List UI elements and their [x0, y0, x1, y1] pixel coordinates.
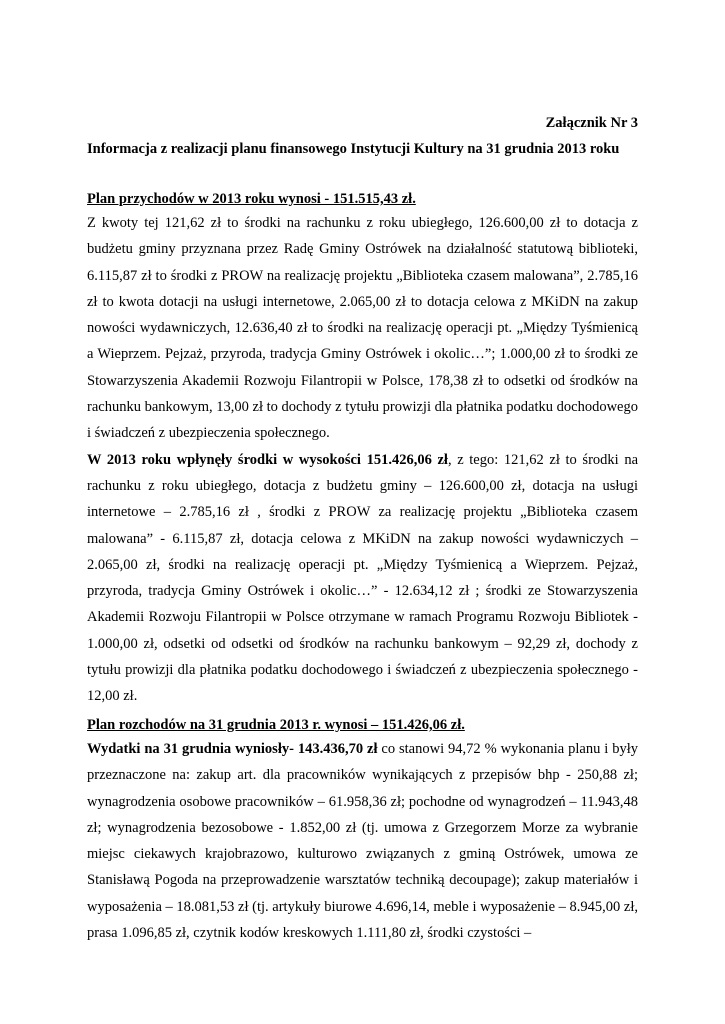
income-received-paragraph — [87, 447, 638, 710]
income-heading: Plan przychodów w 2013 roku wynosi - 151.515,43 zł. — [87, 191, 416, 207]
income-plan-paragraph: Z kwoty tej 121,62 zł to środki na rachunku z roku ubiegłego, 126.600,00 zł to dotacja z budżetu gminy przyznana przez Radę Gminy Ostrówek na działalność statutową biblioteki, 6.115,87 zł to środki z PROW na realizację projektu „Biblioteka czasem malowana”, 2.785,16 zł to kwota dotacji na usługi internetowe, 2.065,00 zł to dotacja celowa z MKiDN na zakup nowości wydawniczych, 12.636,40 zł to środki na realizację operacji pt. „Między Tyśmienicą a Wieprzem. Pejzaż, przyroda, tradycja Gminy Ostrówek i okolic…”; 1.000,00 zł to środki ze Stowarzyszenia Akademii Rozwoju Filantropii w Polsce, 178,38 zł to odsetki od środków na rachunku bankowym, 13,00 zł to dochody z tytułu prowizji dla płatnika podatku dochodowego i świadczeń z ubezpieczenia społecznego. — [87, 215, 638, 442]
expenses-section — [87, 714, 638, 946]
income-section — [87, 188, 638, 710]
expenses-spent-lead: Wydatki na 31 grudnia wyniosły- 143.436,70 zł — [87, 741, 378, 757]
expenses-spent-paragraph — [87, 736, 638, 946]
annex-label: Załącznik Nr 3 — [545, 115, 638, 131]
income-received-text: , z tego: 121,62 zł to środki na rachunku z roku ubiegłego, dotacja z budżetu gminy – 126.600,00 zł, dotacja na usługi internetowe – 2.785,16 zł , środki z PROW za realizację projektu „Biblioteka czasem malowana” - 6.115,87 zł, dotacja celowa z MKiDN na zakup nowości wydawniczych – 2.065,00 zł, środki na realizację operacji pt. „Między Tyśmienicą a Wieprzem. Pejzaż, przyroda, tradycja Gminy Ostrówek i okolic…” - 12.634,12 zł ; środki ze Stowarzyszenia Akademii Rozwoju Filantropii w Polsce otrzymane w ramach Programu Rozwoju Bibliotek - 1.000,00 zł, odsetki od odsetki od środków na rachunku bankowym – 92,29 zł, dochody z tytułu prowizji dla płatnika podatku dochodowego i świadczeń z ubezpieczenia społecznego - 12,00 zł. — [87, 451, 639, 705]
expenses-spent-text: co stanowi 94,72 % wykonania planu i były przeznaczone na: zakup art. dla pracowników wynikających z przepisów bhp - 250,88 zł; wynagrodzenia osobowe pracowników – 61.958,36 zł; pochodne od wynagrodzeń – 11.943,48 zł; wynagrodzenia bezosobowe - 1.852,00 zł (tj. umowa z Grzegorzem Morze za wybranie miejsc ciekawych krajobrazowo, kulturowo związanych z gminą Ostrówek, umowa ze Stanisławą Pogoda na przeprowadzenie warsztatów techniką decoupage); zakup materiałów i wyposażenia – 18.081,53 zł (tj. artykuły biurowe 4.696,14, meble i wyposażenie – 8.945,00 zł, prasa 1.096,85 zł, czytnik kodów kreskowych 1.111,80 zł, środki czystości – — [87, 741, 638, 942]
expenses-heading: Plan rozchodów na 31 grudnia 2013 r. wynosi – 151.426,06 zł. — [87, 717, 465, 733]
document-title: Informacja z realizacji planu finansowego Instytucji Kultury na 31 grudnia 2013 roku — [87, 141, 620, 157]
income-received-lead: W 2013 roku wpłynęły środki w wysokości 151.426,06 zł — [87, 451, 448, 468]
